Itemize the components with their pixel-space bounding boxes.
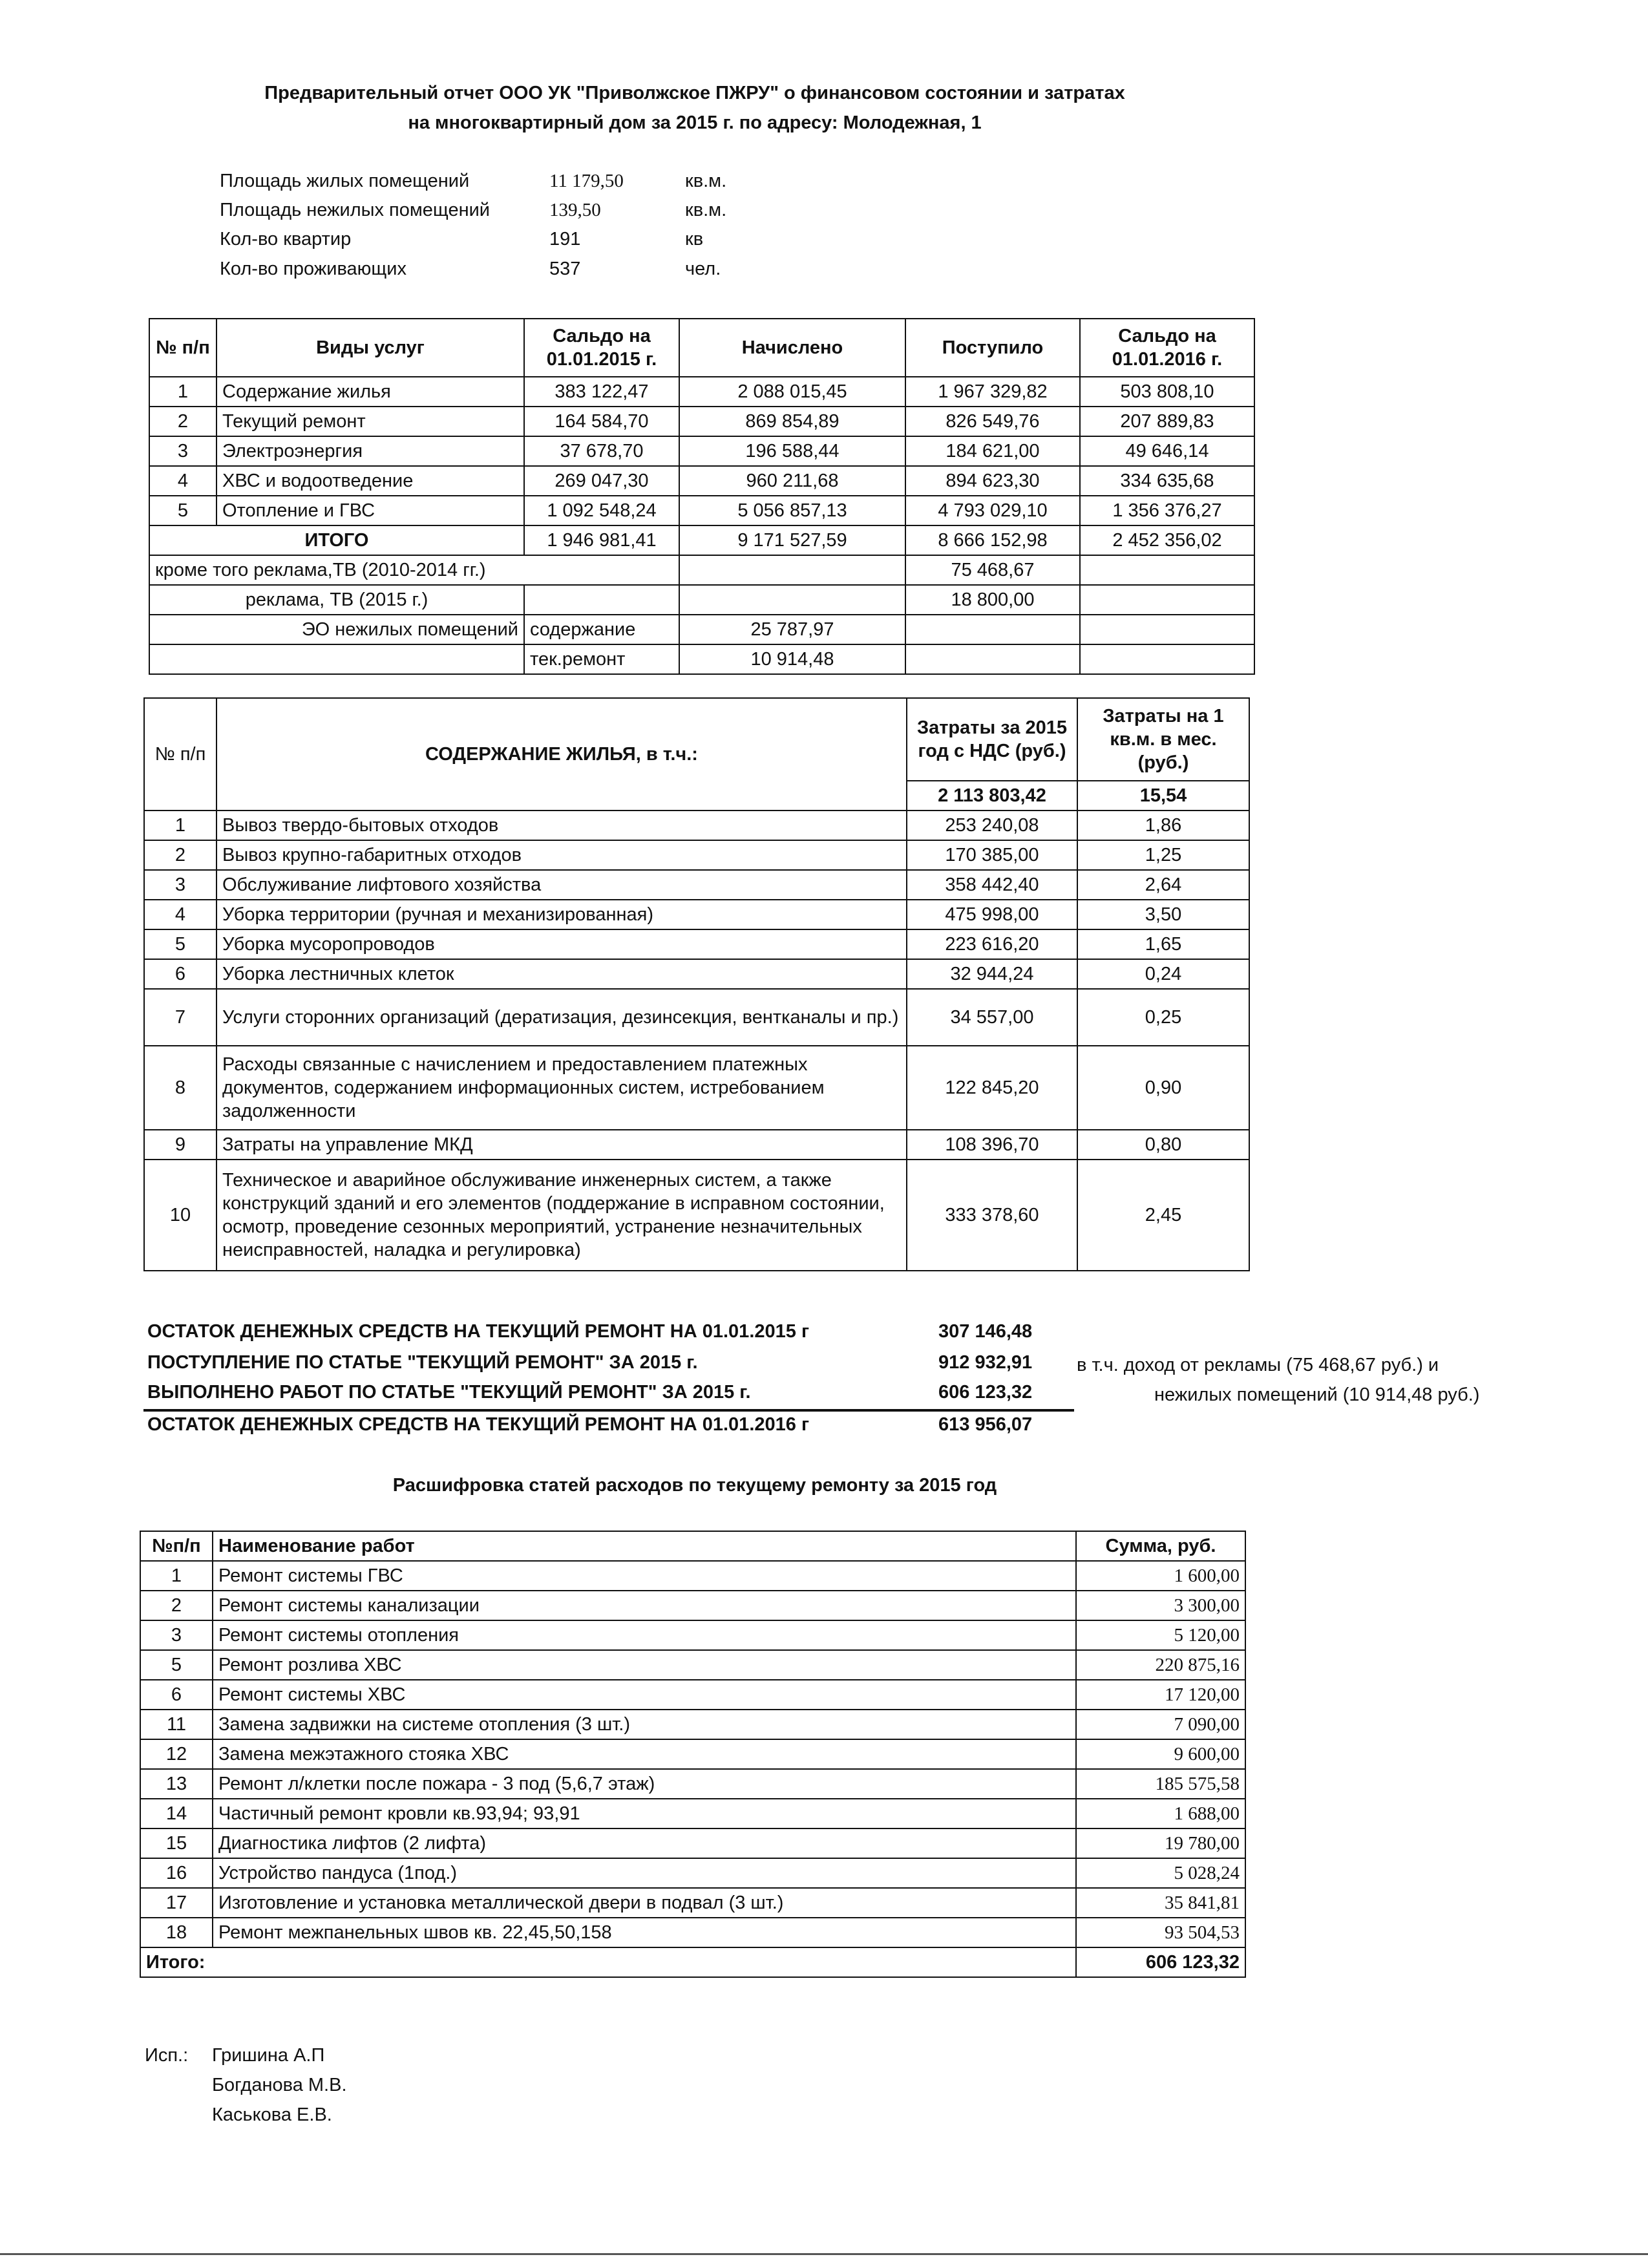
table-total-row bbox=[149, 525, 1254, 555]
cell: 475 998,00 bbox=[907, 900, 1077, 929]
cell: 32 944,24 bbox=[907, 959, 1077, 989]
cell: 93 504,53 bbox=[1076, 1918, 1245, 1947]
cell: 3 bbox=[144, 870, 217, 900]
table-row bbox=[149, 555, 1254, 585]
table-header-row bbox=[144, 698, 1249, 781]
cell: 25 787,97 bbox=[679, 615, 905, 644]
info-unit: чел. bbox=[685, 259, 721, 279]
cell: 2 bbox=[149, 407, 217, 436]
cell: 19 780,00 bbox=[1076, 1828, 1245, 1858]
cell: 184 621,00 bbox=[905, 436, 1080, 466]
cell bbox=[905, 615, 1080, 644]
cell: 5 bbox=[149, 496, 217, 525]
cell: 3 300,00 bbox=[1076, 1591, 1245, 1620]
table-row bbox=[140, 1739, 1245, 1769]
cell: 7 090,00 bbox=[1076, 1710, 1245, 1739]
cell: 5 bbox=[140, 1650, 213, 1680]
cell: 0,80 bbox=[1077, 1130, 1249, 1160]
cell bbox=[679, 555, 905, 585]
cell: Ремонт розлива ХВС bbox=[213, 1650, 1076, 1680]
cell: 1 688,00 bbox=[1076, 1799, 1245, 1828]
table-row bbox=[140, 1591, 1245, 1620]
report-title-line1: Предварительный отчет ООО УК "Приволжское ПЖРУ" о финансовом состоянии и затратах bbox=[264, 83, 1125, 103]
info-label: Кол-во квартир bbox=[220, 229, 352, 249]
cell: 6 bbox=[140, 1680, 213, 1710]
signature-name: Каськова Е.В. bbox=[212, 2104, 332, 2125]
cell: 18 800,00 bbox=[905, 585, 1080, 615]
cell: Электроэнергия bbox=[217, 436, 524, 466]
col-header: № п/п bbox=[144, 698, 217, 811]
cell: 0,24 bbox=[1077, 959, 1249, 989]
cell: 8 666 152,98 bbox=[905, 525, 1080, 555]
cell: Вывоз твердо-бытовых отходов bbox=[217, 811, 907, 840]
cell: 17 bbox=[140, 1888, 213, 1918]
table-row bbox=[149, 615, 1254, 644]
cell: 207 889,83 bbox=[1080, 407, 1254, 436]
col-header: Виды услуг bbox=[217, 319, 524, 377]
table-header-row bbox=[149, 319, 1254, 377]
cell bbox=[1080, 644, 1254, 674]
cell: ЭО нежилых помещений bbox=[149, 615, 524, 644]
summary-value: 912 932,91 bbox=[938, 1352, 1033, 1373]
scan-edge-line bbox=[0, 2253, 1648, 2255]
cell: Изготовление и установка металлической двери в подвал (3 шт.) bbox=[213, 1888, 1076, 1918]
cell bbox=[1080, 585, 1254, 615]
cell: 3 bbox=[140, 1620, 213, 1650]
table-header-row bbox=[140, 1531, 1245, 1561]
cell: 2,45 bbox=[1077, 1160, 1249, 1271]
summary-divider bbox=[143, 1409, 1074, 1412]
cell: 6 bbox=[144, 959, 217, 989]
cell: 220 875,16 bbox=[1076, 1650, 1245, 1680]
cell: 869 854,89 bbox=[679, 407, 905, 436]
cell: 960 211,68 bbox=[679, 466, 905, 496]
cell: 10 914,48 bbox=[679, 644, 905, 674]
col-header: № п/п bbox=[149, 319, 217, 377]
cell: 269 047,30 bbox=[524, 466, 679, 496]
cell bbox=[905, 644, 1080, 674]
col-header: Затраты на 1 кв.м. в мес. (руб.) bbox=[1077, 698, 1249, 781]
cell: 253 240,08 bbox=[907, 811, 1077, 840]
cell: 196 588,44 bbox=[679, 436, 905, 466]
table-row bbox=[149, 436, 1254, 466]
cell: 2 bbox=[144, 840, 217, 870]
table-row bbox=[144, 1046, 1249, 1130]
cell: Техническое и аварийное обслуживание инженерных систем, а также конструкций зданий и его элементов (поддержание в исправном состоянии, осмотр, проведение сезонных мероприятий, устранение незначительных неисправностей, наладка и регулировка) bbox=[217, 1160, 907, 1271]
cell: 185 575,58 bbox=[1076, 1769, 1245, 1799]
total-label: ИТОГО bbox=[149, 525, 524, 555]
cell: 108 396,70 bbox=[907, 1130, 1077, 1160]
table-row bbox=[144, 811, 1249, 840]
cell: реклама, ТВ (2015 г.) bbox=[149, 585, 524, 615]
col-header: СОДЕРЖАНИЕ ЖИЛЬЯ, в т.ч.: bbox=[217, 698, 907, 811]
cell: 164 584,70 bbox=[524, 407, 679, 436]
table-row bbox=[140, 1650, 1245, 1680]
cell: Вывоз крупно-габаритных отходов bbox=[217, 840, 907, 870]
col-header: Сальдо на 01.01.2016 г. bbox=[1080, 319, 1254, 377]
table-row bbox=[140, 1918, 1245, 1947]
info-label: Площадь нежилых помещений bbox=[220, 200, 491, 220]
col-header: Сумма, руб. bbox=[1076, 1531, 1245, 1561]
cell: 1,65 bbox=[1077, 929, 1249, 959]
info-unit: кв.м. bbox=[685, 171, 727, 191]
cell: 2 452 356,02 bbox=[1080, 525, 1254, 555]
cell: 5 028,24 bbox=[1076, 1858, 1245, 1888]
summary-label: ОСТАТОК ДЕНЕЖНЫХ СРЕДСТВ НА ТЕКУЩИЙ РЕМОНТ НА 01.01.2015 г bbox=[147, 1321, 810, 1342]
info-value: 537 bbox=[549, 259, 581, 279]
cell: 4 bbox=[149, 466, 217, 496]
table-total-row bbox=[140, 1947, 1245, 1977]
table-row bbox=[149, 644, 1254, 674]
col-header: Наименование работ bbox=[213, 1531, 1076, 1561]
cell: 5 bbox=[144, 929, 217, 959]
cell: 2 bbox=[140, 1591, 213, 1620]
table-row bbox=[140, 1710, 1245, 1739]
cell: Расходы связанные с начислением и предоставлением платежных документов, содержанием информационных систем, истребованием задолженности bbox=[217, 1046, 907, 1130]
table-row bbox=[140, 1680, 1245, 1710]
cell: Ремонт системы канализации bbox=[213, 1591, 1076, 1620]
table-row bbox=[144, 989, 1249, 1046]
signature-name: Гришина А.П bbox=[212, 2045, 325, 2066]
cell: Устройство пандуса (1под.) bbox=[213, 1858, 1076, 1888]
info-value: 11 179,50 bbox=[549, 171, 624, 191]
cell: кроме того реклама,ТВ (2010-2014 гг.) bbox=[149, 555, 679, 585]
cell: 1 946 981,41 bbox=[524, 525, 679, 555]
cell: 3,50 bbox=[1077, 900, 1249, 929]
cell: 1 967 329,82 bbox=[905, 377, 1080, 407]
cell: 10 bbox=[144, 1160, 217, 1271]
cell: 34 557,00 bbox=[907, 989, 1077, 1046]
col-header: Поступило bbox=[905, 319, 1080, 377]
info-value: 139,50 bbox=[549, 200, 601, 220]
cell bbox=[149, 644, 524, 674]
table-row bbox=[140, 1799, 1245, 1828]
cell: 122 845,20 bbox=[907, 1046, 1077, 1130]
cell: 383 122,47 bbox=[524, 377, 679, 407]
cell: 3 bbox=[149, 436, 217, 466]
info-unit: кв.м. bbox=[685, 200, 727, 220]
cell: содержание bbox=[524, 615, 679, 644]
table-row bbox=[140, 1769, 1245, 1799]
cell: Ремонт л/клетки после пожара - 3 под (5,6,7 этаж) bbox=[213, 1769, 1076, 1799]
cell: 9 bbox=[144, 1130, 217, 1160]
cell: Уборка лестничных клеток bbox=[217, 959, 907, 989]
cell: 1 356 376,27 bbox=[1080, 496, 1254, 525]
cell: Ремонт системы отопления bbox=[213, 1620, 1076, 1650]
cell: Отопление и ГВС bbox=[217, 496, 524, 525]
cell: 503 808,10 bbox=[1080, 377, 1254, 407]
cell: 1 bbox=[149, 377, 217, 407]
total-cost: 2 113 803,42 bbox=[907, 781, 1077, 811]
cell: Ремонт системы ХВС bbox=[213, 1680, 1076, 1710]
signature-label: Исп.: bbox=[145, 2045, 189, 2066]
table-row bbox=[149, 585, 1254, 615]
cell: Обслуживание лифтового хозяйства bbox=[217, 870, 907, 900]
table-row bbox=[144, 900, 1249, 929]
signature-name: Богданова М.В. bbox=[212, 2075, 347, 2095]
cell: Ремонт системы ГВС bbox=[213, 1561, 1076, 1591]
cell: 16 bbox=[140, 1858, 213, 1888]
cell: 15 bbox=[140, 1828, 213, 1858]
cell: 18 bbox=[140, 1918, 213, 1947]
cell: 14 bbox=[140, 1799, 213, 1828]
cell: 0,25 bbox=[1077, 989, 1249, 1046]
maintenance-costs-table bbox=[143, 697, 1250, 1271]
cell: Ремонт межпанельных швов кв. 22,45,50,158 bbox=[213, 1918, 1076, 1947]
table-row bbox=[140, 1888, 1245, 1918]
cell: 1 600,00 bbox=[1076, 1561, 1245, 1591]
table-row bbox=[144, 1160, 1249, 1271]
cell: ХВС и водоотведение bbox=[217, 466, 524, 496]
table-row bbox=[144, 959, 1249, 989]
cell: 5 056 857,13 bbox=[679, 496, 905, 525]
cell: Услуги сторонних организаций (дератизация, дезинсекция, вентканалы и пр.) bbox=[217, 989, 907, 1046]
report-title-line2: на многоквартирный дом за 2015 г. по адресу: Молодежная, 1 bbox=[408, 112, 982, 133]
cell bbox=[1080, 555, 1254, 585]
table-row bbox=[149, 496, 1254, 525]
cell: 17 120,00 bbox=[1076, 1680, 1245, 1710]
cell bbox=[524, 585, 679, 615]
col-header: Начислено bbox=[679, 319, 905, 377]
col-header: Сальдо на 01.01.2015 г. bbox=[524, 319, 679, 377]
cell: 1,25 bbox=[1077, 840, 1249, 870]
cell: 9 171 527,59 bbox=[679, 525, 905, 555]
cell: Частичный ремонт кровли кв.93,94; 93,91 bbox=[213, 1799, 1076, 1828]
cell: 1 bbox=[144, 811, 217, 840]
cell: Содержание жилья bbox=[217, 377, 524, 407]
cell: 894 623,30 bbox=[905, 466, 1080, 496]
table-row bbox=[144, 840, 1249, 870]
cell: Уборка территории (ручная и механизированная) bbox=[217, 900, 907, 929]
cell: 7 bbox=[144, 989, 217, 1046]
cell: 75 468,67 bbox=[905, 555, 1080, 585]
summary-label: ВЫПОЛНЕНО РАБОТ ПО СТАТЬЕ "ТЕКУЩИЙ РЕМОНТ" ЗА 2015 г. bbox=[147, 1382, 751, 1403]
cell: 35 841,81 bbox=[1076, 1888, 1245, 1918]
cell: 1,86 bbox=[1077, 811, 1249, 840]
table-row bbox=[144, 1130, 1249, 1160]
summary-note: нежилых помещений (10 914,48 руб.) bbox=[1154, 1384, 1480, 1405]
table-row bbox=[140, 1620, 1245, 1650]
cell: 8 bbox=[144, 1046, 217, 1130]
info-label: Кол-во проживающих bbox=[220, 259, 407, 279]
col-header: Затраты за 2015 год с НДС (руб.) bbox=[907, 698, 1077, 781]
table-row bbox=[149, 466, 1254, 496]
cell: Диагностика лифтов (2 лифта) bbox=[213, 1828, 1076, 1858]
services-balance-table bbox=[149, 318, 1255, 675]
cell: 2,64 bbox=[1077, 870, 1249, 900]
cell: Затраты на управление МКД bbox=[217, 1130, 907, 1160]
cell: Замена межэтажного стояка ХВС bbox=[213, 1739, 1076, 1769]
table-row bbox=[144, 929, 1249, 959]
summary-label: ОСТАТОК ДЕНЕЖНЫХ СРЕДСТВ НА ТЕКУЩИЙ РЕМОНТ НА 01.01.2016 г bbox=[147, 1414, 810, 1435]
total-value: 606 123,32 bbox=[1076, 1947, 1245, 1977]
table-row bbox=[140, 1561, 1245, 1591]
cell: 1 bbox=[140, 1561, 213, 1591]
summary-label: ПОСТУПЛЕНИЕ ПО СТАТЬЕ "ТЕКУЩИЙ РЕМОНТ" ЗА 2015 г. bbox=[147, 1352, 698, 1373]
table-row bbox=[149, 377, 1254, 407]
cell: 0,90 bbox=[1077, 1046, 1249, 1130]
info-value: 191 bbox=[549, 229, 581, 249]
summary-value: 613 956,07 bbox=[938, 1414, 1033, 1435]
cell: 4 793 029,10 bbox=[905, 496, 1080, 525]
cell: Уборка мусоропроводов bbox=[217, 929, 907, 959]
table-row bbox=[140, 1828, 1245, 1858]
cell: 5 120,00 bbox=[1076, 1620, 1245, 1650]
table-row bbox=[149, 407, 1254, 436]
table-row bbox=[140, 1858, 1245, 1888]
cell: 2 088 015,45 bbox=[679, 377, 905, 407]
summary-value: 606 123,32 bbox=[938, 1382, 1033, 1403]
cell: Текущий ремонт bbox=[217, 407, 524, 436]
cell: тек.ремонт bbox=[524, 644, 679, 674]
total-label: Итого: bbox=[140, 1947, 1076, 1977]
info-unit: кв bbox=[685, 229, 704, 249]
cell: 37 678,70 bbox=[524, 436, 679, 466]
summary-value: 307 146,48 bbox=[938, 1321, 1033, 1342]
cell: 4 bbox=[144, 900, 217, 929]
repair-breakdown-table bbox=[140, 1531, 1246, 1978]
cell: 1 092 548,24 bbox=[524, 496, 679, 525]
col-header: №п/п bbox=[140, 1531, 213, 1561]
repair-breakdown-title: Расшифровка статей расходов по текущему ремонту за 2015 год bbox=[392, 1475, 997, 1496]
cell: 11 bbox=[140, 1710, 213, 1739]
cell: 334 635,68 bbox=[1080, 466, 1254, 496]
cell: 9 600,00 bbox=[1076, 1739, 1245, 1769]
cell: 170 385,00 bbox=[907, 840, 1077, 870]
cell: 49 646,14 bbox=[1080, 436, 1254, 466]
info-label: Площадь жилых помещений bbox=[220, 171, 470, 191]
cell: 13 bbox=[140, 1769, 213, 1799]
total-cost-per-sqm: 15,54 bbox=[1077, 781, 1249, 811]
table-row bbox=[144, 870, 1249, 900]
cell: 333 378,60 bbox=[907, 1160, 1077, 1271]
cell bbox=[679, 585, 905, 615]
summary-note: в т.ч. доход от рекламы (75 468,67 руб.) и bbox=[1077, 1355, 1439, 1375]
cell bbox=[1080, 615, 1254, 644]
cell: 12 bbox=[140, 1739, 213, 1769]
cell: 223 616,20 bbox=[907, 929, 1077, 959]
cell: Замена задвижки на системе отопления (3 шт.) bbox=[213, 1710, 1076, 1739]
cell: 826 549,76 bbox=[905, 407, 1080, 436]
cell: 358 442,40 bbox=[907, 870, 1077, 900]
